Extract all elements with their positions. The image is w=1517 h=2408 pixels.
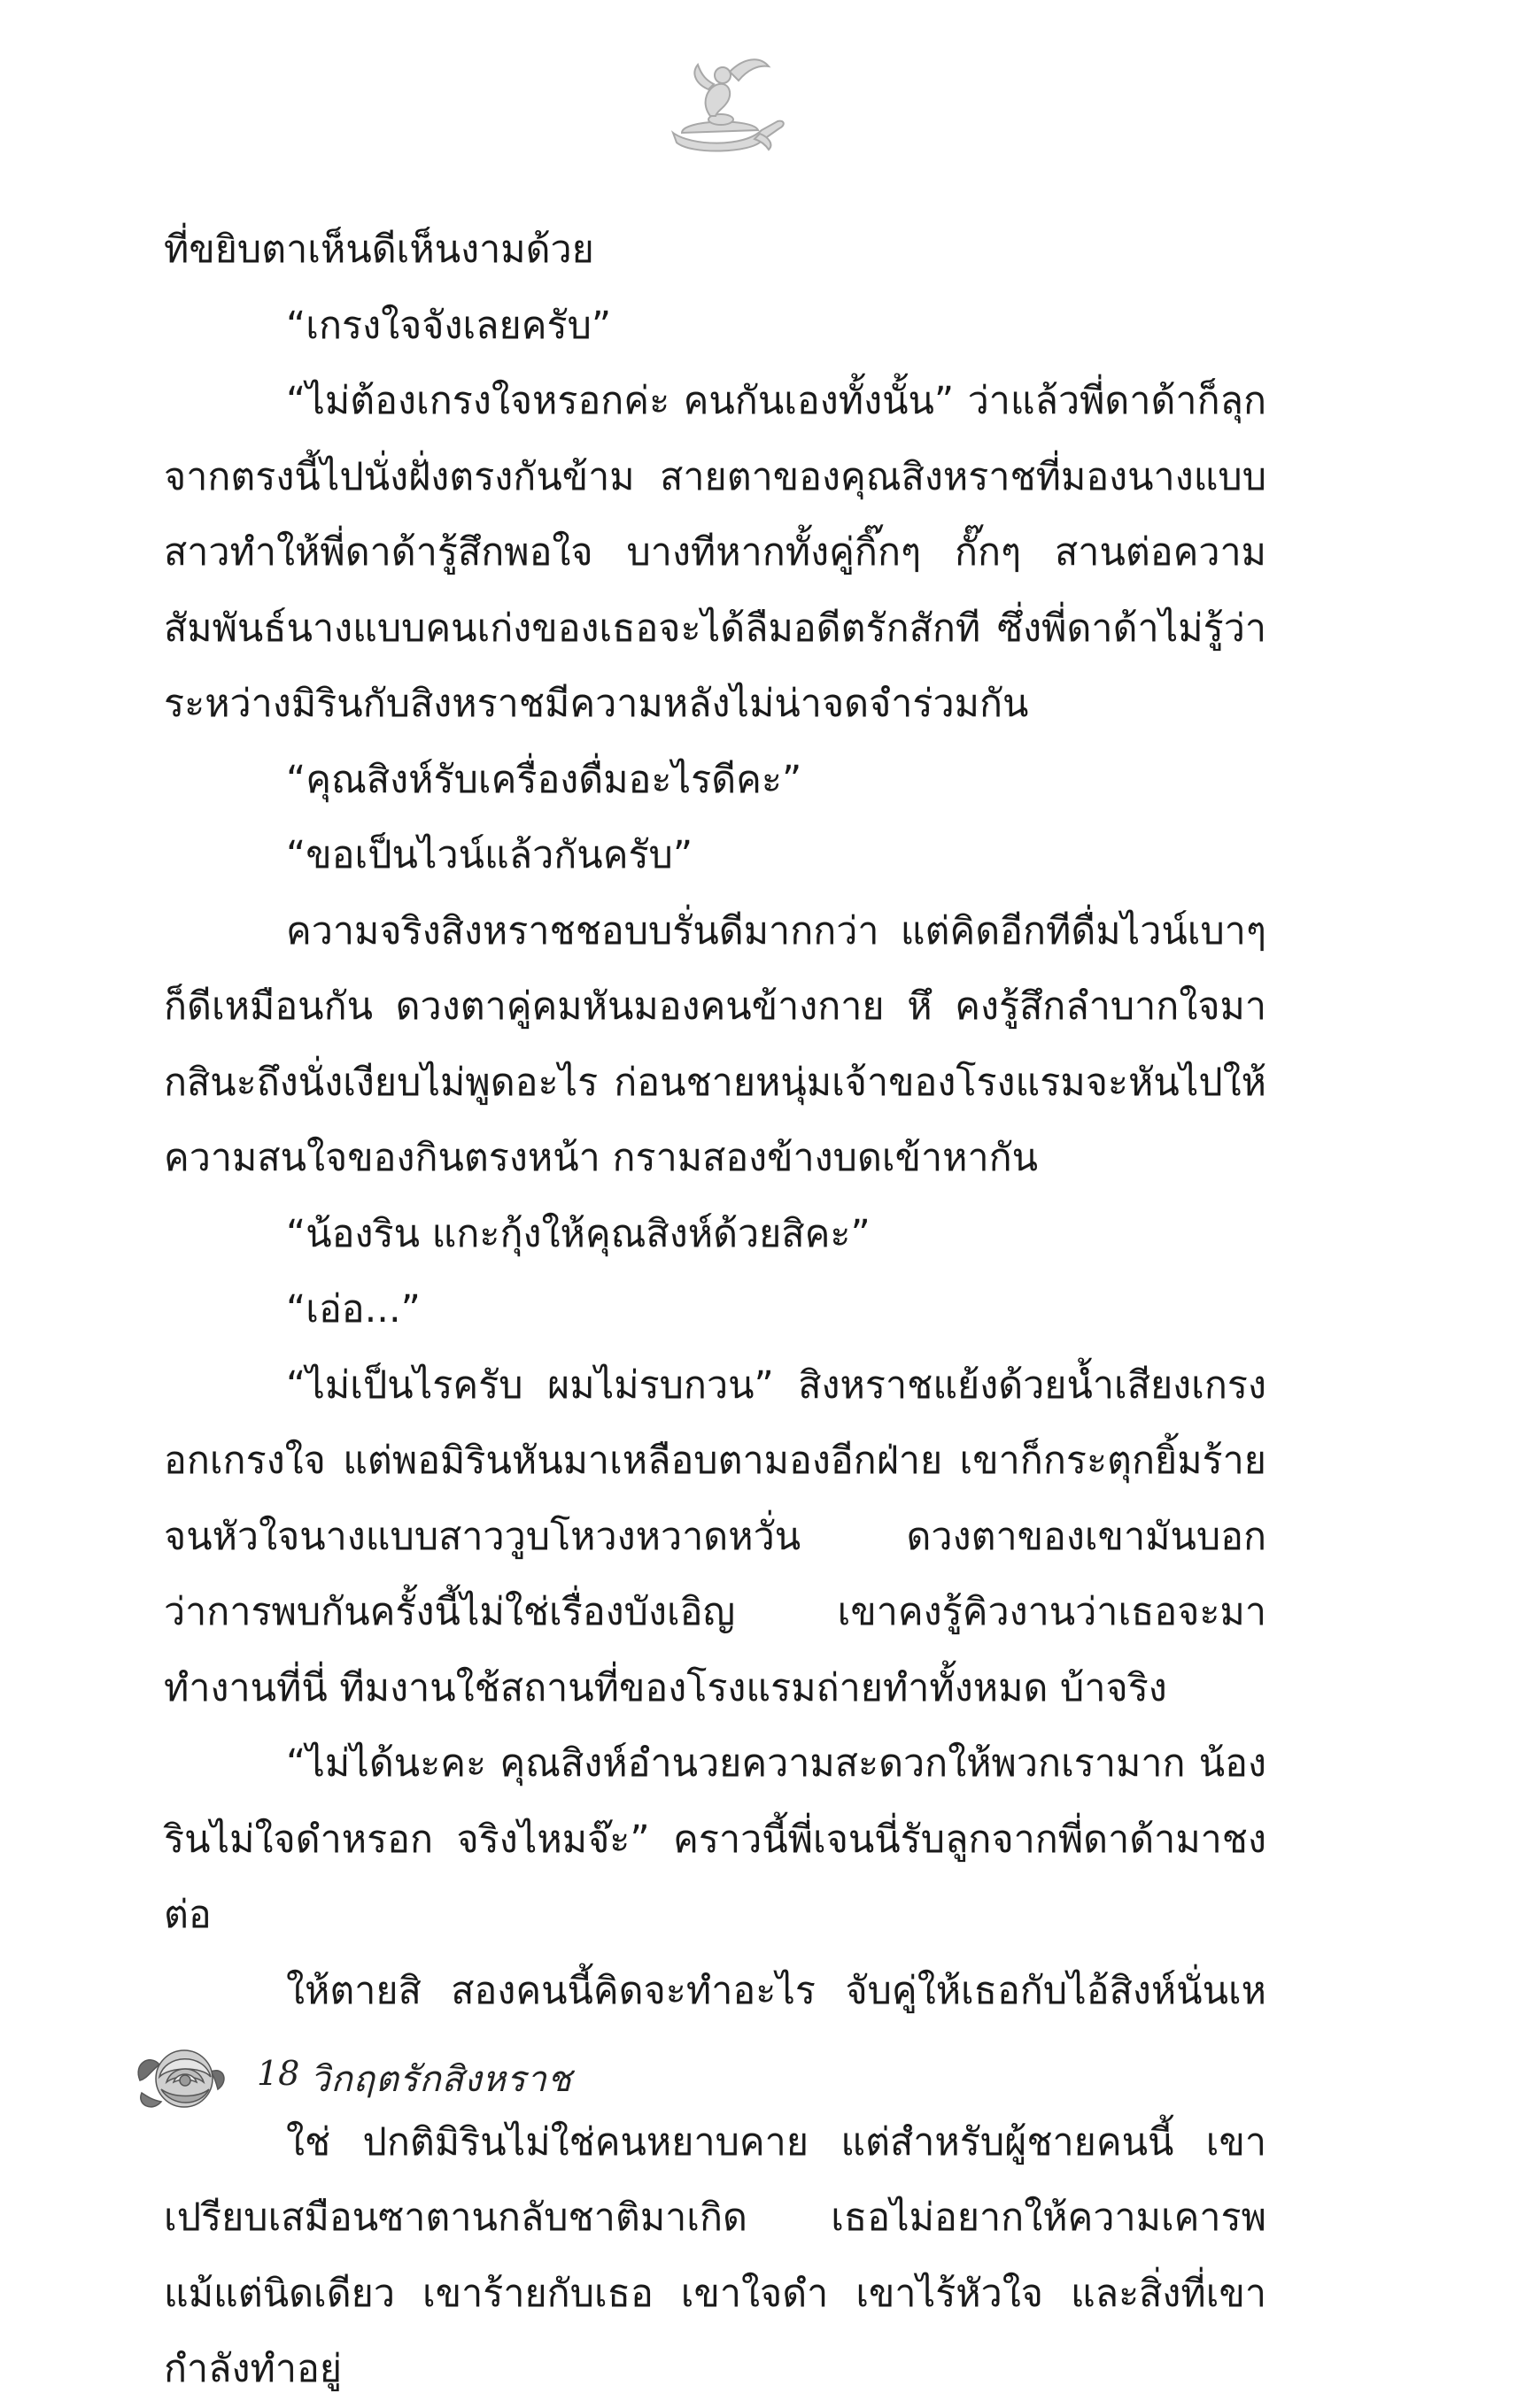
paragraph: “ไม่ได้นะคะ คุณสิงห์อำนวยความสะดวกให้พวกเรามาก น้องรินไม่ใจดำหรอก จริงไหมจ๊ะ” คราวนี้พี่เจนนี่รับลูกจากพี่ดาด้ามาชงต่อ: [164, 1741, 1266, 1937]
paragraph: “ไม่ต้องเกรงใจหรอกค่ะ คนกันเองทั้งนั้น” ว่าแล้วพี่ดาด้าก็ลุกจากตรงนี้ไปนั่งฝั่งตรงกันข้าม สายตาของคุณสิงหราชที่มองนางแบบสาวทำให้พี่ดาด้ารู้สึกพอใจ บางทีหากทั้งคู่กิ๊กๆ กั๊กๆ สานต่อความสัมพันธ์นางแบบคนเก่งของเธอจะได้ลืมอดีตรักสักที ซึ่งพี่ดาด้าไม่รู้ว่าระหว่างมิรินกับสิงหราชมีความหลังไม่น่าจดจำร่วมกัน: [164, 379, 1266, 726]
paragraph: “ไม่เป็นไรครับ ผมไม่รบกวน” สิงหราชแย้งด้วยน้ำเสียงเกรงอกเกรงใจ แต่พอมิรินหันมาเหลือบตามองอีกฝ่าย เขาก็กระตุกยิ้มร้ายจนหัวใจนางแบบสาววูบโหวงหวาดหวั่น ดวงตาของเขามันบอกว่าการพบกันครั้งนี้ไม่ใช่เรื่องบังเอิญ เขาคงรู้คิวงานว่าเธอจะมาทำงานที่นี่ ทีมงานใช้สถานที่ของโรงแรมถ่ายทำทั้งหมด บ้าจริง: [164, 1362, 1266, 1710]
paragraph: “ขอเป็นไวน์แล้วกันครับ”: [286, 833, 693, 877]
paragraph: “เกรงใจจังเลยครับ”: [286, 303, 612, 348]
page-number: 18: [257, 2054, 300, 2093]
page-footer: [133, 2027, 753, 2125]
paragraph: “เอ่อ...”: [286, 1287, 421, 1331]
paragraph: “คุณสิงห์รับเครื่องดื่มอะไรดีคะ”: [286, 757, 802, 802]
genie-lamp-icon: [655, 49, 788, 159]
paragraph: ให้ตายสิ สองคนนี้คิดจะทำอะไร จับคู่ให้เธอกับไอ้สิงห์นั่นเห: [286, 1968, 1266, 2013]
paragraph: ความจริงสิงหราชชอบบรั่นดีมากกว่า แต่คิดอีกทีดื่มไวน์เบาๆ ก็ดีเหมือนกัน ดวงตาคู่คมหันมองคนข้างกาย หึ คงรู้สึกลำบากใจมากสินะถึงนั่งเงียบไม่พูดอะไร ก่อนชายหนุ่มเจ้าของโรงแรมจะหันไปให้ความสนใจของกินตรงหน้า กรามสองข้างบดเข้าหากัน: [164, 908, 1266, 1180]
book-title: วิกฤตรักสิงหราช: [310, 2059, 572, 2100]
paragraph: ที่ขยิบตาเห็นดีเห็นงามด้วย: [164, 228, 594, 272]
paragraph: “น้องริน แกะกุ้งให้คุณสิงห์ด้วยสิคะ”: [286, 1211, 871, 1256]
rose-icon: [133, 2027, 230, 2116]
paragraph: ใช่ ปกติมิรินไม่ใช่คนหยาบคาย แต่สำหรับผู้ชายคนนี้ เขาเปรียบเสมือนซาตานกลับชาติมาเกิด เธอไม่อยากให้ความเคารพแม้แต่นิดเดียว เขาร้ายกับเธอ เขาใจดำ เขาไร้หัวใจ และสิ่งที่เขากำลังทำอยู่: [164, 2119, 1266, 2391]
